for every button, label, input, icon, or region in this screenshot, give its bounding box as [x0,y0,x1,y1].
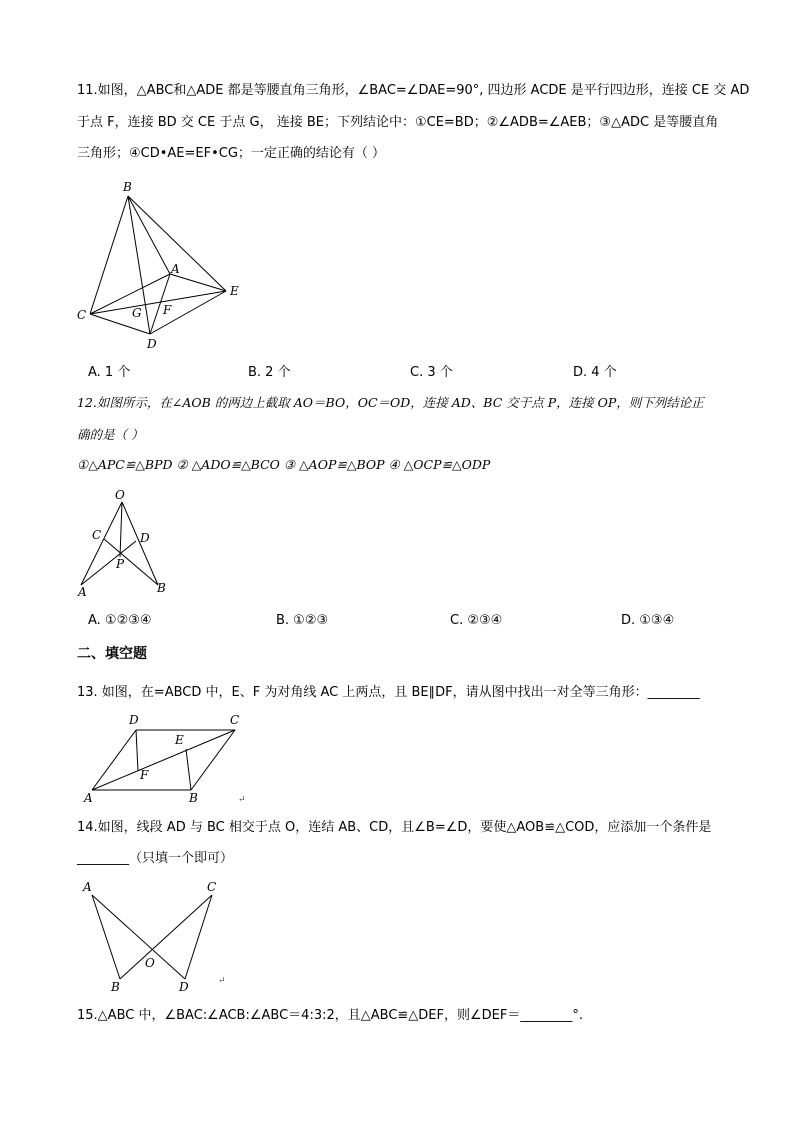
q12-label-C: C [92,528,102,542]
q13-label-B: B [189,791,198,805]
q13-label-F: F [140,768,149,782]
q11-label-E: E [230,284,239,298]
q14-figure [75,875,245,997]
q12-label-O: O [115,488,125,502]
q11-label-C: C [77,308,87,322]
q12-line-1: 12.如图所示，在∠AOB 的两边上截取 AO＝BO，OC＝OD，连接 AD、BC 交于点 P，连接 OP，则下列结论正 [77,395,704,410]
q11-figure [70,178,260,353]
q13-label-D: D [129,713,139,727]
q13-figure [80,710,260,805]
q11-label-A: A [171,262,180,276]
q13-return-mark: ↵ [238,795,246,805]
q11-option-c[interactable]: C. 3 个 [410,365,453,380]
q14-label-C: C [207,880,217,894]
q12-label-P: P [116,557,125,571]
q14-label-A: A [83,880,92,894]
q12-option-b[interactable]: B. ①②③ [276,613,329,628]
q11-line-1: 11.如图，△ABC和△ADE 都是等腰直角三角形，∠BAC=∠DAE=90°, 四边形 ACDE 是平行四边形，连接 CE 交 AD [77,83,750,98]
q12-option-a[interactable]: A. ①②③④ [88,613,152,628]
q11-label-D: D [147,337,157,351]
q11-figure-lines [90,196,226,334]
q12-option-d[interactable]: D. ①③④ [621,613,675,628]
q14-label-D: D [179,980,189,994]
q13-line-1: 13. 如图，在=ABCD 中，E、F 为对角线 AC 上两点，且 BE∥DF，请从图中找出一对全等三角形：________ [77,685,700,700]
q11-line-2: 于点 F，连接 BD 交 CE 于点 G， 连接 BE；下列结论中：①CE=BD；②∠ADB=∠AEB；③△ADC 是等腰直角 [77,115,719,130]
q11-label-G: G [132,306,142,320]
q11-option-d[interactable]: D. 4 个 [573,365,617,380]
q11-line-3: 三角形；④CD•AE=EF•CG；一定正确的结论有（ ） [77,146,386,161]
q13-label-A: A [84,791,93,805]
q12-label-D: D [140,531,150,545]
q12-line-3: ①△APC≌△BPD ② △ADO≌△BCO ③ △AOP≌△BOP ④ △OCP≌△ODP [77,457,491,472]
q14-label-O: O [145,956,155,970]
q14-line-2: ________（只填一个即可） [77,851,234,866]
q11-option-a[interactable]: A. 1 个 [88,365,131,380]
q12-option-c[interactable]: C. ②③④ [450,613,503,628]
q12-line-2: 确的是（ ） [77,427,144,442]
q14-line-1: 14.如图，线段 AD 与 BC 相交于点 O，连结 AB、CD，且∠B=∠D，要使△AOB≌△COD，应添加一个条件是 [77,820,712,835]
q14-label-B: B [111,980,120,994]
q14-return-mark: ↵ [218,976,226,986]
q11-option-b[interactable]: B. 2 个 [248,365,291,380]
section-heading-fill-in: 二、填空题 [77,646,147,662]
q15-line-1: 15.△ABC 中，∠BAC:∠ACB:∠ABC＝4:3:2，且△ABC≌△DEF，则∠DEF＝________°. [77,1008,583,1023]
q13-label-E: E [175,733,184,747]
q13-label-C: C [230,713,240,727]
q11-label-F: F [163,303,172,317]
q12-label-A: A [78,585,87,599]
q13-figure-lines [92,730,235,790]
q12-figure [70,485,180,600]
q12-label-B: B [157,581,166,595]
q11-label-B: B [123,180,132,194]
